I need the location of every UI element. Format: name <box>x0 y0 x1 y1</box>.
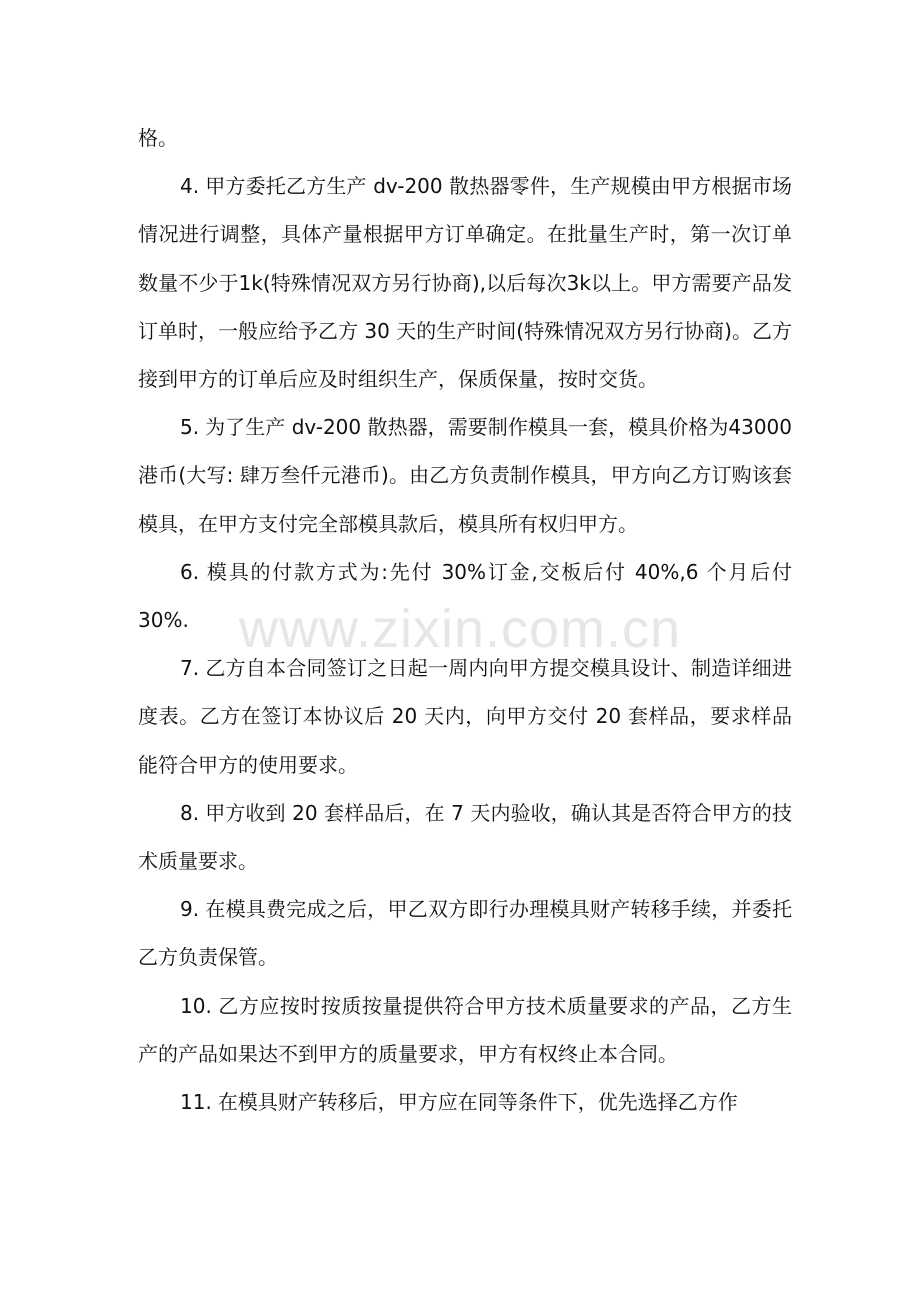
clause-text: 甲方收到 20 套样品后，在 7 天内验收，确认其是否符合甲方的技术质量要求。 <box>138 800 792 874</box>
clause-number: 6. <box>180 559 200 584</box>
clause-number: 11. <box>180 1090 212 1115</box>
clause-5 <box>138 403 792 548</box>
clause-text: 乙方应按时按质按量提供符合甲方技术质量要求的产品，乙方生产的产品如果达不到甲方的质量要求，甲方有权终止本合同。 <box>138 993 792 1066</box>
clause-text: 在模具费完成之后，甲乙双方即行办理模具财产转移手续，并委托乙方负责保管。 <box>138 897 792 970</box>
clause-number: 10. <box>180 993 212 1018</box>
clause-number: 5. <box>180 415 200 440</box>
clause-number: 4. <box>180 174 200 199</box>
watermark: www.zixin.com.cn <box>238 599 682 659</box>
clause-number: 7. <box>180 656 200 681</box>
contract-body <box>138 114 792 1126</box>
clause-8 <box>138 789 792 885</box>
clause-text: 乙方自本合同签订之日起一周内向甲方提交模具设计、制造详细进度表。乙方在签订本协议后 20 天内，向甲方交付 20 套样品，要求样品能符合甲方的使用要求。 <box>138 656 792 777</box>
paragraph-continuation <box>138 114 792 162</box>
paragraph-text: 格。 <box>138 126 178 150</box>
clause-number: 8. <box>180 800 200 825</box>
clause-6 <box>138 548 792 644</box>
clause-7 <box>138 644 792 789</box>
clause-11 <box>138 1078 792 1126</box>
clause-text: 在模具财产转移后，甲方应在同等条件下，优先选择乙方作 <box>217 1090 738 1115</box>
clause-text: 模具的付款方式为:先付 30%订金,交板后付 40%,6 个月后付30%. <box>138 559 792 633</box>
clause-9 <box>138 885 792 981</box>
clause-text: 为了生产 dv-200 散热器，需要制作模具一套，模具价格为43000 港币(大写: 肆万叁仟元港币)。由乙方负责制作模具，甲方向乙方订购该套模具，在甲方支付完全部模具款后，模具所有权归甲方。 <box>138 415 792 536</box>
clause-4 <box>138 162 792 403</box>
clause-number: 9. <box>180 897 200 922</box>
clause-text: 甲方委托乙方生产 dv-200 散热器零件，生产规模由甲方根据市场情况进行调整，具体产量根据甲方订单确定。在批量生产时，第一次订单数量不少于1k(特殊情况双方另行协商),以后每次3k以上。甲方需要产品发订单时，一般应给予乙方 30 天的生产时间(特殊情况双方另行协商)。乙方接到甲方的订单后应及时组织生产，保质保量，按时交货。 <box>138 174 792 392</box>
clause-10 <box>138 982 792 1078</box>
